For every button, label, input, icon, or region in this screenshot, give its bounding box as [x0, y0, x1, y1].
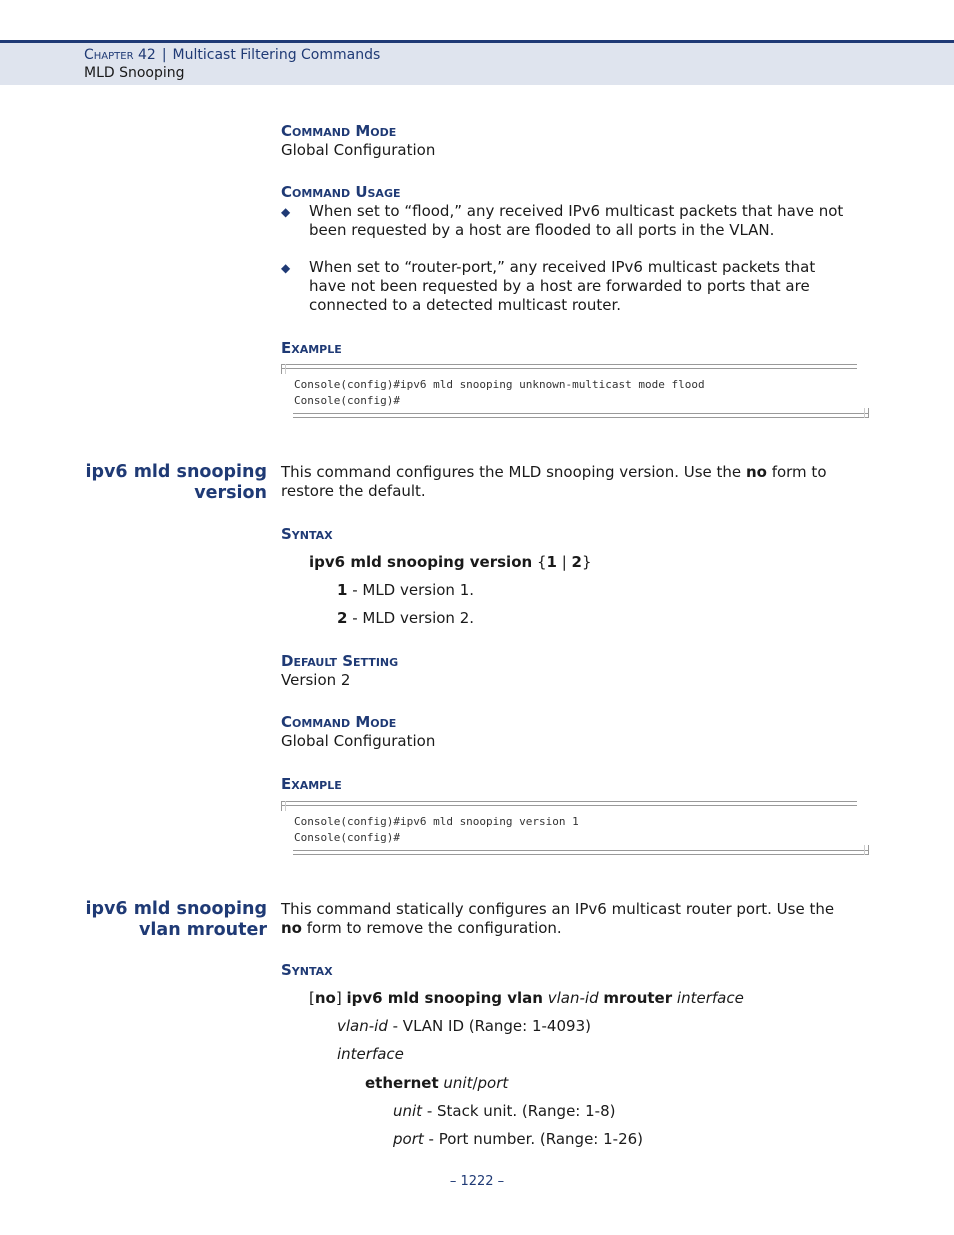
- command-mode-heading: Command Mode: [281, 713, 397, 731]
- command-mode-text: Global Configuration: [281, 732, 436, 750]
- chapter-title: Multicast Filtering Commands: [172, 47, 381, 63]
- example-heading: Example: [281, 775, 342, 793]
- bullet-icon: ◆: [281, 261, 291, 275]
- code-example: [281, 364, 869, 418]
- command-usage-heading: Command Usage: [281, 183, 401, 201]
- syntax-heading: Syntax: [281, 961, 333, 979]
- page-number: – 1222 –: [449, 1174, 505, 1189]
- code-line: Console(config)#: [294, 831, 400, 844]
- parameter-port: port - Port number. (Range: 1-26): [393, 1130, 644, 1148]
- command-title-mrouter: ipv6 mld snooping vlan mrouter: [85, 899, 267, 940]
- section-name: MLD Snooping: [84, 65, 185, 81]
- usage-bullet-2: When set to “router-port,” any received IPv6 multicast packets that have not been requested by a host are forwarded to ports that are connected to a detected multicast router.: [309, 258, 816, 314]
- code-example: [281, 801, 869, 855]
- parameter-interface: interface: [337, 1045, 404, 1063]
- command-mode-heading: Command Mode: [281, 122, 397, 140]
- syntax-line: ipv6 mld snooping version {1 | 2}: [309, 553, 592, 571]
- default-setting-text: Version 2: [281, 671, 351, 689]
- example-heading: Example: [281, 339, 342, 357]
- parameter-vlan-id: vlan-id - VLAN ID (Range: 1-4093): [337, 1017, 591, 1035]
- usage-bullet-1: When set to “flood,” any received IPv6 multicast packets that have not been requested by a host are flooded to all ports in the VLAN.: [309, 202, 844, 239]
- page-header: [0, 40, 954, 85]
- command-mode-text: Global Configuration: [281, 141, 436, 159]
- parameter-unit: unit - Stack unit. (Range: 1-8): [393, 1102, 616, 1120]
- bullet-icon: ◆: [281, 205, 291, 219]
- code-line: Console(config)#ipv6 mld snooping unknown-multicast mode flood: [294, 378, 705, 391]
- command-description: This command statically configures an IPv6 multicast router port. Use the no form to remove the configuration.: [281, 900, 835, 937]
- command-description: This command configures the MLD snooping version. Use the no form to restore the default.: [281, 463, 827, 500]
- parameter-1: 1 - MLD version 1.: [337, 581, 475, 599]
- default-setting-heading: Default Setting: [281, 652, 399, 670]
- code-line: Console(config)#: [294, 394, 400, 407]
- syntax-heading: Syntax: [281, 525, 333, 543]
- chapter-line: [84, 47, 380, 63]
- parameter-2: 2 - MLD version 2.: [337, 609, 475, 627]
- syntax-line: [no] ipv6 mld snooping vlan vlan-id mrouter interface: [309, 989, 744, 1007]
- code-line: Console(config)#ipv6 mld snooping version 1: [294, 815, 579, 828]
- command-title-version: ipv6 mld snooping version: [85, 462, 267, 503]
- chapter-label: Chapter 42: [84, 47, 156, 63]
- header-separator: |: [161, 47, 167, 63]
- parameter-ethernet: ethernet unit/port: [365, 1074, 509, 1092]
